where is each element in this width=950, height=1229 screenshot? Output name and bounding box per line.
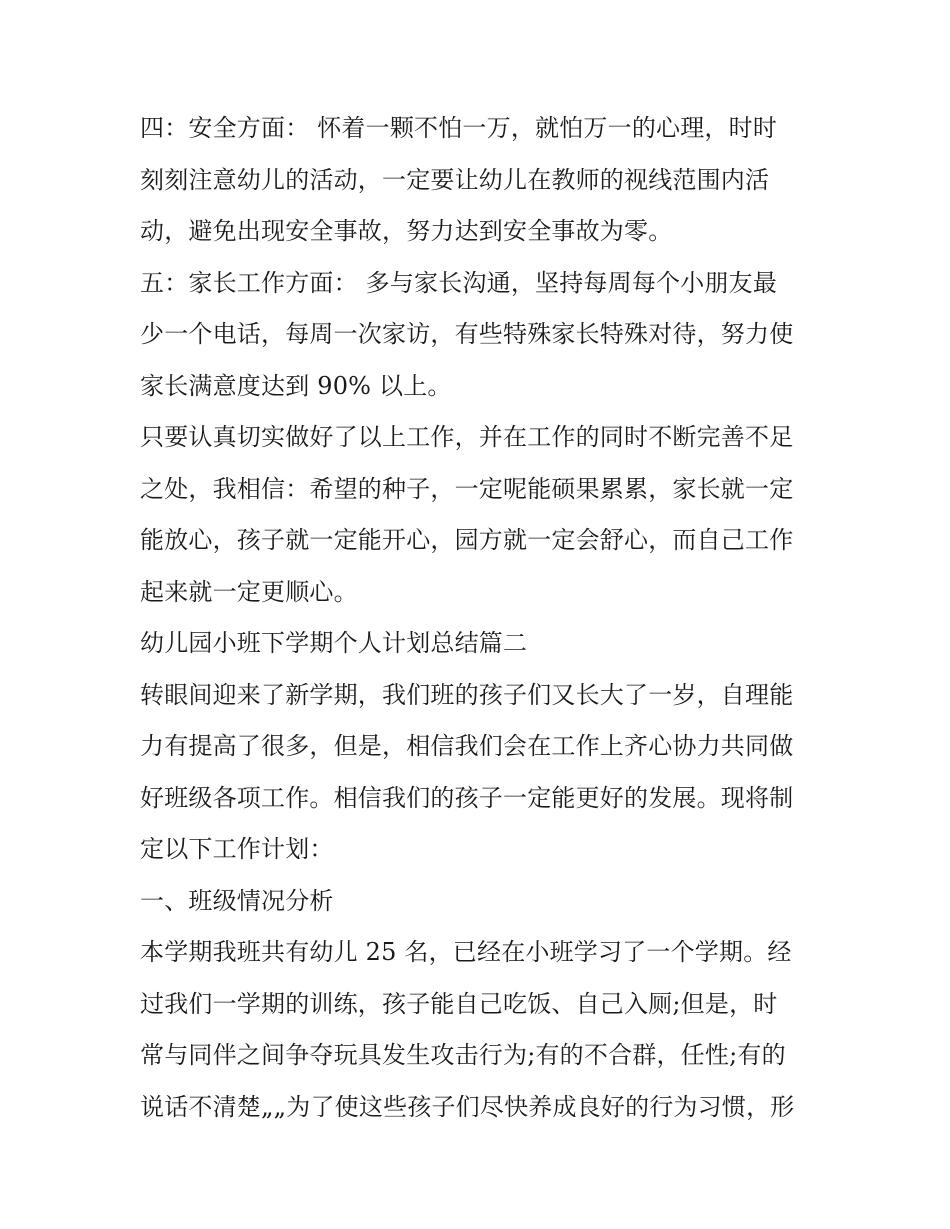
text-line: 之处，我相信：希望的种子，一定呢能硕果累累，家长就一定 <box>140 474 794 503</box>
text-line: 好班级各项工作。相信我们的孩子一定能更好的发展。现将制 <box>140 783 794 812</box>
text-line: 力有提高了很多，但是，相信我们会在工作上齐心协力共同做 <box>140 732 794 760</box>
text-line: 家长满意度达到 90% 以上。 <box>140 371 452 400</box>
text-line: 转眼间迎来了新学期，我们班的孩子们又长大了一岁，自理能 <box>140 680 794 709</box>
text-line: 五：家长工作方面： 多与家长沟通，坚持每周每个小朋友最 <box>140 268 778 297</box>
section-heading: 幼儿园小班下学期个人计划总结篇二 <box>140 629 528 657</box>
text-line: 四：安全方面： 怀着一颗不怕一万，就怕万一的心理，时时 <box>140 114 778 142</box>
section-heading: 一、班级情况分析 <box>140 886 334 915</box>
document-body <box>140 103 820 1133</box>
text-line: 动，避免出现安全事故，努力达到安全事故为零。 <box>140 217 673 245</box>
text-line: 刻刻注意幼儿的活动，一定要让幼儿在教师的视线范围内活 <box>140 165 770 194</box>
text-line: 少一个电话，每周一次家访，有些特殊家长特殊对待，努力使 <box>140 320 794 348</box>
text-line: 过我们一学期的训练，孩子能自己吃饭、自己入厕;但是，时 <box>140 989 778 1018</box>
text-line: 只要认真切实做好了以上工作，并在工作的同时不断完善不足 <box>140 423 794 451</box>
text-line: 定以下工作计划： <box>140 835 334 863</box>
text-line: 说话不清楚„„为了使这些孩子们尽快养成良好的行为习惯，形 <box>140 1092 795 1121</box>
text-line: 能放心，孩子就一定能开心，园方就一定会舒心，而自己工作 <box>140 526 794 554</box>
text-line: 起来就一定更顺心。 <box>140 577 358 606</box>
text-line: 常与同伴之间争夺玩具发生攻击行为;有的不合群，任性;有的 <box>140 1041 786 1069</box>
text-line: 本学期我班共有幼儿 25 名，已经在小班学习了一个学期。经 <box>140 938 792 966</box>
